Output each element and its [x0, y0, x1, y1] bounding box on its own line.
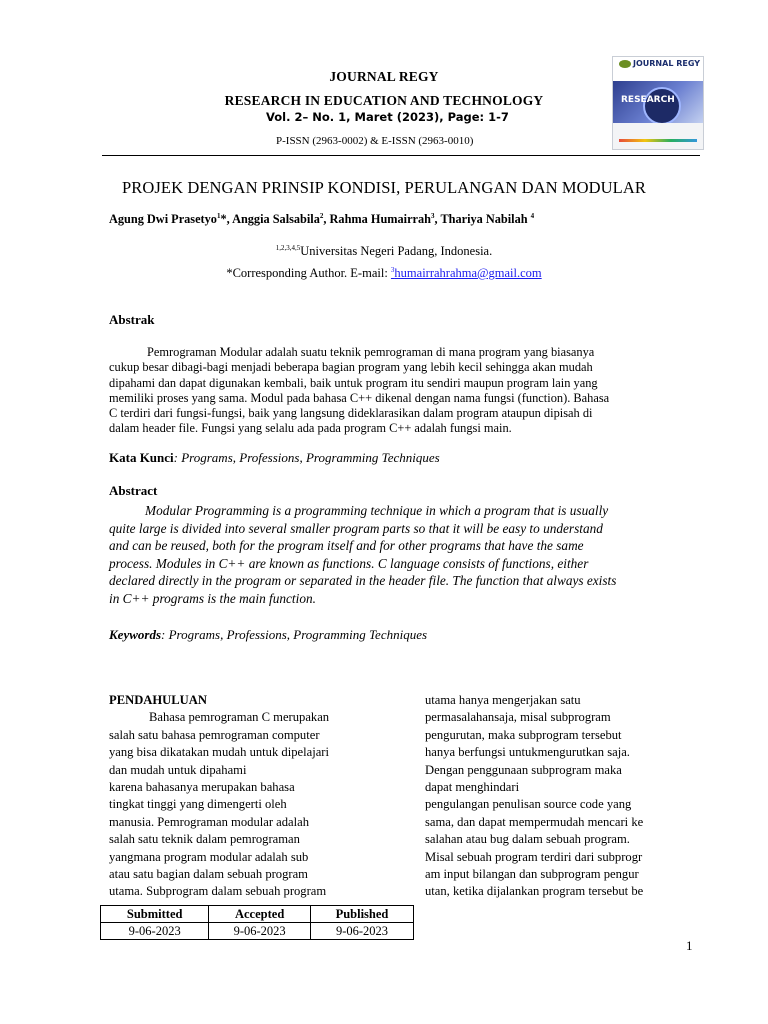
corresponding-label: *Corresponding Author. E-mail: [226, 266, 391, 280]
cover-word: RESEARCH [621, 95, 675, 105]
author-name: Anggia Salsabila [232, 212, 320, 226]
keywords [109, 627, 427, 643]
body-line: manusia. Pemrograman modular adalah [109, 814, 310, 829]
left-column [109, 692, 381, 901]
email-link[interactable] [391, 266, 542, 280]
abstrak-line: dipahami dan dapat digunakan kembali, baik untuk program itu sendiri maupun program lain yang [109, 375, 598, 390]
table-header-cell: Published [310, 906, 413, 923]
abstract-line: and can be reused, both for the program itself and for other programs that have the same [109, 538, 584, 553]
body-line: dan mudah untuk dipahami [109, 762, 247, 777]
abstrak-line: memiliki proses yang sama. Modul pada bahasa C++ dikenal dengan nama fungsi (function). Bahasa [109, 390, 610, 405]
body-line: hanya berfungsi untukmengurutkan saja. [425, 745, 630, 760]
kata-kunci [109, 450, 440, 466]
section-heading: PENDAHULUAN [109, 693, 207, 707]
abstract-line: quite large is divided into several smaller program parts so that it will be easy to understand [109, 520, 603, 536]
table-header-row [101, 906, 414, 923]
author-list [109, 212, 534, 227]
abstract-line: Modular Programming is a programming technique in which a program that is usually [145, 503, 609, 518]
body-line: yang bisa dikatakan mudah untuk dipelajari [109, 745, 329, 760]
dates-table [100, 905, 414, 940]
journal-subtitle: RESEARCH IN EDUCATION AND TECHNOLOGY [224, 93, 544, 108]
body-line: tingkat tinggi yang dimengerti oleh [109, 797, 287, 812]
keywords-label: Keywords [109, 627, 161, 642]
table-cell: 9-06-2023 [101, 923, 209, 940]
body-line: sama, dan dapat mempermudah mencari ke [425, 814, 644, 829]
abstract-line: process. Modules in C++ are known as functions. C language consists of functions, either [109, 555, 589, 571]
abstract-line: in C++ programs is the main function. [109, 590, 316, 606]
table-header-cell: Accepted [209, 906, 311, 923]
body-line: salah satu teknik dalam pemrograman [109, 832, 300, 847]
table-header-cell: Submitted [101, 906, 209, 923]
body-line: utan, ketika dijalankan program tersebut be [425, 884, 644, 899]
body-line: permasalahansaja, misal subprogram [425, 710, 611, 725]
author-sup: 3 [431, 212, 435, 220]
body-line: salah satu bahasa pemrograman computer [109, 727, 320, 742]
author-name: Thariya Nabilah [440, 212, 531, 226]
body-line: dapat menghindari [425, 780, 520, 795]
body-line: salahan atau bug dalam sebuah program. [425, 832, 630, 847]
abstrak-paragraph [109, 345, 687, 437]
article-title: PROJEK DENGAN PRINSIP KONDISI, PERULANGAN DAN MODULAR [121, 178, 646, 197]
body-line: utama hanya mengerjakan satu [425, 693, 581, 707]
abstrak-line: cukup besar dibagi-bagi menjadi beberapa bagian program yang lebih kecil sehingga akan mudah [109, 360, 593, 375]
cover-title: JOURNAL REGY [633, 59, 701, 68]
body-line: utama. Subprogram dalam sebuah program [109, 884, 327, 899]
body-line: Dengan penggunaan subprogram maka [425, 762, 622, 777]
abstrak-heading: Abstrak [109, 312, 155, 327]
kata-kunci-label: Kata Kunci [109, 450, 174, 465]
author-sup: 2 [319, 212, 324, 220]
table-row [101, 923, 414, 940]
body-line: Bahasa pemrograman C merupakan [149, 710, 330, 725]
journal-name: JOURNAL REGY [329, 69, 439, 84]
author-sup: 1 [216, 212, 221, 220]
author-sup: 4 [530, 212, 535, 220]
abstrak-line: dalam header file. Fungsi yang selalu ada pada program C++ adalah fungsi main. [109, 421, 512, 436]
author-sep: , [323, 212, 330, 226]
keywords-text: : Programs, Professions, Programming Techniques [161, 627, 428, 642]
author-name: Agung Dwi Prasetyo [109, 212, 217, 226]
affiliation-text: Universitas Negeri Padang, Indonesia. [300, 244, 493, 258]
body-line: yangmana program modular adalah sub [109, 849, 309, 864]
abstrak-line: C terdiri dari fungsi-fungsi, baik yang langsung dideklarasikan dalam program ataupun dipisah di [109, 406, 593, 421]
table-cell: 9-06-2023 [209, 923, 311, 940]
abstract-line: declared directly in the program or separated in the header file. The function that always exists [109, 573, 617, 588]
header-divider [102, 155, 700, 156]
abstract-heading: Abstract [109, 483, 158, 498]
kata-kunci-text: : Programs, Professions, Programming Techniques [173, 450, 440, 465]
abstrak-line: Pemrograman Modular adalah suatu teknik pemrograman di mana program yang biasanya [147, 345, 595, 359]
right-column [425, 692, 696, 901]
author-sep: *, [220, 212, 233, 226]
journal-cover-image [612, 56, 704, 150]
body-line: am input bilangan dan subprogram pengur [425, 867, 639, 882]
issn-line: P-ISSN (2963-0002) & E-ISSN (2963-0010) [276, 135, 474, 147]
volume-line: Vol. 2– No. 1, Maret (2023), Page: 1-7 [266, 110, 509, 124]
body-line: pengulangan penulisan source code yang [425, 797, 632, 812]
body-line: Misal sebuah program terdiri dari subprogr [425, 849, 643, 864]
author-sep: , [434, 212, 441, 226]
table-cell: 9-06-2023 [310, 923, 413, 940]
abstract-paragraph [109, 502, 693, 607]
email-address: humairrahrahma@gmail.com [394, 266, 542, 280]
body-line: atau satu bagian dalam sebuah program [109, 867, 308, 882]
email-sup: 3 [390, 266, 395, 274]
journal-logo-icon [619, 60, 631, 68]
page-number: 1 [686, 938, 693, 953]
body-line: karena bahasanya merupakan bahasa [109, 780, 295, 795]
affiliation [0, 244, 768, 259]
author-name: Rahma Humairrah [329, 212, 431, 226]
corresponding-author [0, 266, 768, 281]
affiliation-sup: 1,2,3,4,5 [275, 244, 301, 252]
body-line: pengurutan, maka subprogram tersebut [425, 727, 622, 742]
